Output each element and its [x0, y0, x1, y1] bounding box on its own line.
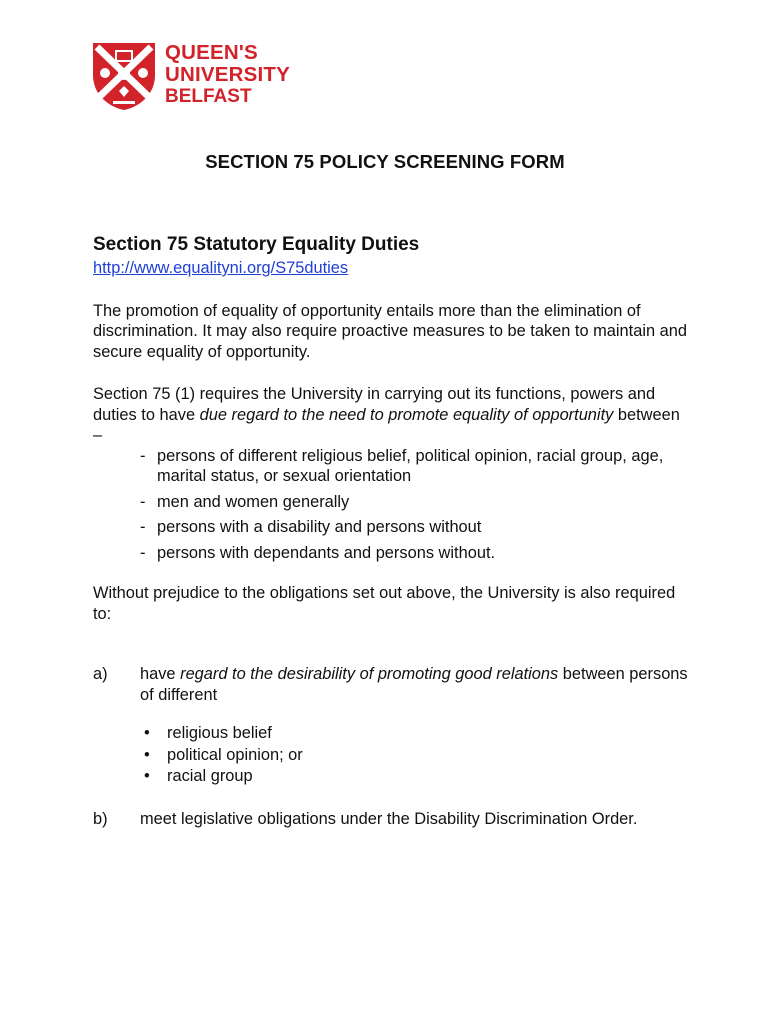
list-item [93, 723, 693, 744]
paragraph-obligations: Without prejudice to the obligations set out above, the University is also required to: [93, 584, 676, 623]
list-item [93, 745, 693, 766]
obligation-a [93, 664, 693, 705]
bullet-marker: • [144, 767, 150, 785]
good-relations-list [93, 723, 693, 787]
obligation-b [93, 809, 693, 830]
duty-groups-list [93, 446, 693, 564]
paragraph-section-75 [93, 384, 693, 446]
page-title: SECTION 75 POLICY SCREENING FORM [205, 151, 565, 172]
dash-marker: - [140, 543, 146, 562]
crest-icon [91, 41, 157, 111]
list-item-text: political opinion; or [167, 745, 303, 764]
bullet-marker: • [144, 724, 150, 742]
item-a-emphasis: regard to the desirability of promoting good relations [180, 665, 559, 683]
document-body [93, 232, 693, 829]
bullet-marker: • [144, 745, 150, 764]
list-item [93, 543, 693, 564]
list-item-text: persons with a disability and persons without [157, 518, 482, 536]
logo-line-2: UNIVERSITY [165, 63, 291, 86]
paragraph-promotion: The promotion of equality of opportunity entails more than the elimination of discrimination. It may also require proactive measures to be taken to maintain and secure equality of opportunity. [93, 301, 688, 361]
university-logo [91, 41, 321, 113]
item-b-text: meet legislative obligations under the Disability Discrimination Order. [140, 809, 638, 828]
list-item [93, 446, 693, 487]
dash-marker: - [140, 446, 146, 465]
logo-line-3: BELFAST [165, 86, 252, 107]
list-item-text: persons with dependants and persons without. [157, 543, 496, 562]
paragraph-section-75-text: Section 75 (1) requires the University in carrying out its functions, powers and duties to have [93, 385, 656, 424]
section-heading: Section 75 Statutory Equality Duties [93, 234, 420, 255]
logo-line-1: QUEEN'S [165, 41, 258, 64]
list-item [93, 517, 693, 538]
list-item-text: racial group [167, 767, 253, 785]
item-b-marker: b) [93, 809, 108, 828]
list-item-text: persons of different religious belief, political opinion, racial group, age, marital status, or sexual orientation [157, 446, 664, 485]
dash-marker: - [140, 492, 146, 511]
item-a-text: have [140, 665, 181, 683]
list-item [93, 492, 693, 513]
list-item-text: men and women generally [157, 492, 350, 511]
item-a-marker: a) [93, 665, 108, 683]
equality-link[interactable]: http://www.equalityni.org/S75duties [93, 259, 349, 277]
dash-marker: - [140, 518, 146, 536]
list-item [93, 766, 693, 787]
list-item-text: religious belief [167, 724, 272, 742]
item-a-tail: between persons of different [140, 665, 688, 704]
paragraph-section-75-emphasis: due regard to the need to promote equality of opportunity [199, 405, 614, 424]
paragraph-section-75-tail: between – [93, 405, 680, 444]
